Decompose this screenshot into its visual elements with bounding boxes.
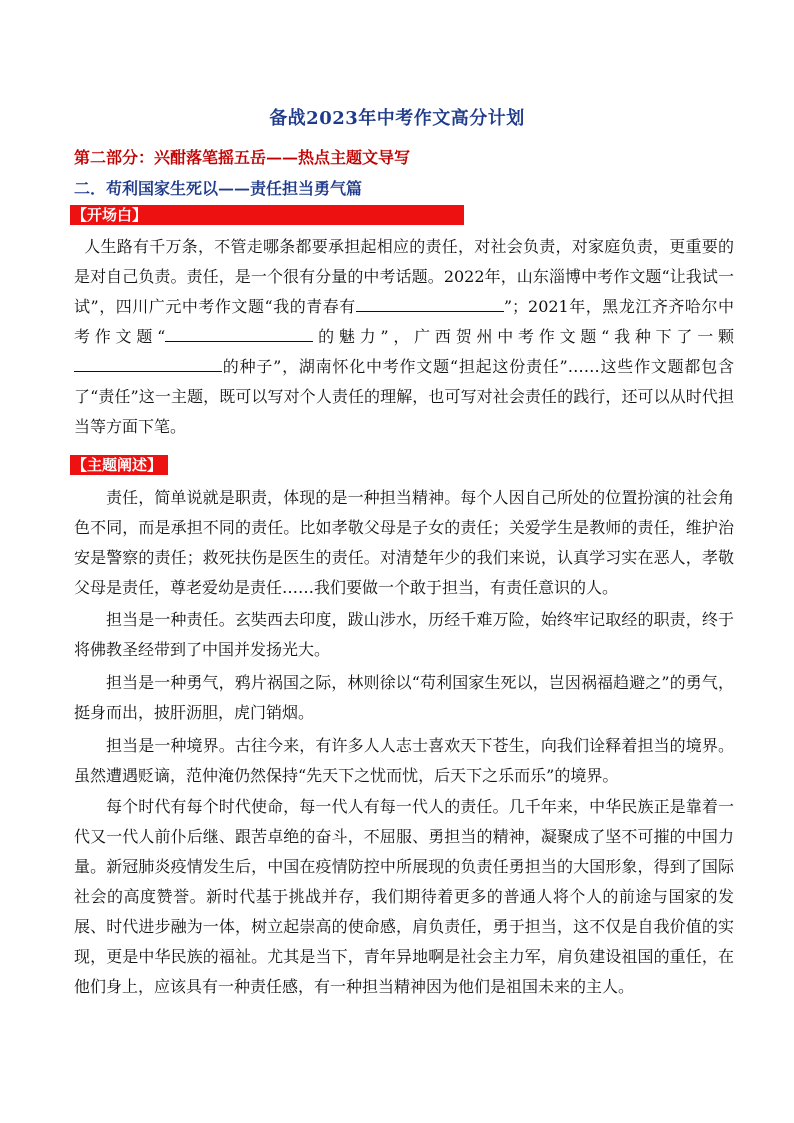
body-paragraph-5: 每个时代有每个时代使命，每一代人有每一代人的责任。几千年来，中华民族正是靠着一代又一代人前仆后继、跟苦卓绝的奋斗，不屈服、勇担当的精神，凝聚成了坚不可摧的中国力量。新冠肺炎疫情发生后，中国在疫情防控中所展现的负责任勇担当的大国形象，得到了国际社会的高度赞誉。新时代基于挑战并存，我们期待着更多的普通人将个人的前途与国家的发展、时代进步融为一体，树立起崇高的使命感，肩负责任，勇于担当，这不仅是自我价值的实现，更是中华民族的福祉。尤其是当下，青年异地啊是社会主力军，肩负建设祖国的重任，在他们身上，应该具有一种责任感，有一种担当精神因为他们是祖国未来的主人。 xyxy=(74,797,734,996)
intro-text-2: ”；2021年，黑龙江齐齐哈尔中考作文题“ xyxy=(74,297,734,346)
opening-label-bar xyxy=(70,205,464,225)
fill-blank-2 xyxy=(165,323,313,342)
body-paragraph-2: 担当是一种责任。玄奘西去印度，跋山涉水，历经千难万险，始终牢记取经的职责，终于将佛教圣经带到了中国并发扬光大。 xyxy=(74,610,734,659)
opening-label: 【开场白】 xyxy=(72,206,148,224)
doc-title: 备战2023年中考作文高分计划 xyxy=(269,108,525,129)
body-paragraph-4: 担当是一种境界。古往今来，有许多人人志士喜欢天下苍生，向我们诠释着担当的境界。虽然遭遇贬谪，范仲淹仍然保持“先天下之忧而忧，后天下之乐而乐”的境界。 xyxy=(74,736,734,785)
body-paragraph-1: 责任，简单说就是职责，体现的是一种担当精神。每个人因自己所处的位置扮演的社会角色不同，而是承担不同的责任。比如孝敬父母是子女的责任；关爱学生是教师的责任，维护治安是警察的责任；救死扶伤是医生的责任。对清楚年少的我们来说，认真学习实在恶人，孝敬父母是责任，尊老爱幼是责任……我们要做一个敢于担当，有责任意识的人。 xyxy=(74,488,734,597)
intro-text-1: 人生路有千万条，不管走哪条都要承担起相应的责任，对社会负责，对家庭负责，更重要的是对自己负责。责任，是一个很有分量的中考话题。2022年，山东淄博中考作文题“让我试一试”，四川广元中考作文题“我的青春有 xyxy=(74,237,734,316)
intro-text-4: 的种子”，湖南怀化中考作文题“担起这份责任”……这些作文题都包含了“责任”这一主题，既可以写对个人责任的理解，也可写对社会责任的践行，还可以从时代担当等方面下笔。 xyxy=(74,357,734,436)
intro-paragraph xyxy=(74,232,734,442)
theme-label-bar xyxy=(70,455,168,475)
fill-blank-1 xyxy=(356,293,504,312)
section-heading: 二．苟利国家生死以——责任担当勇气篇 xyxy=(74,179,363,198)
theme-label: 【主题阐述】 xyxy=(72,456,163,474)
intro-text-3: 的魅力”，广西贺州中考作文题“我种下了一颗 xyxy=(313,327,734,346)
part-heading: 第二部分：兴酣落笔摇五岳——热点主题文导写 xyxy=(74,148,411,167)
fill-blank-3 xyxy=(74,353,222,372)
body-paragraph-3: 担当是一种勇气，鸦片祸国之际，林则徐以“苟利国家生死以，岂因祸福趋避之”的勇气，挺身而出，披肝沥胆，虎门销烟。 xyxy=(74,673,734,722)
